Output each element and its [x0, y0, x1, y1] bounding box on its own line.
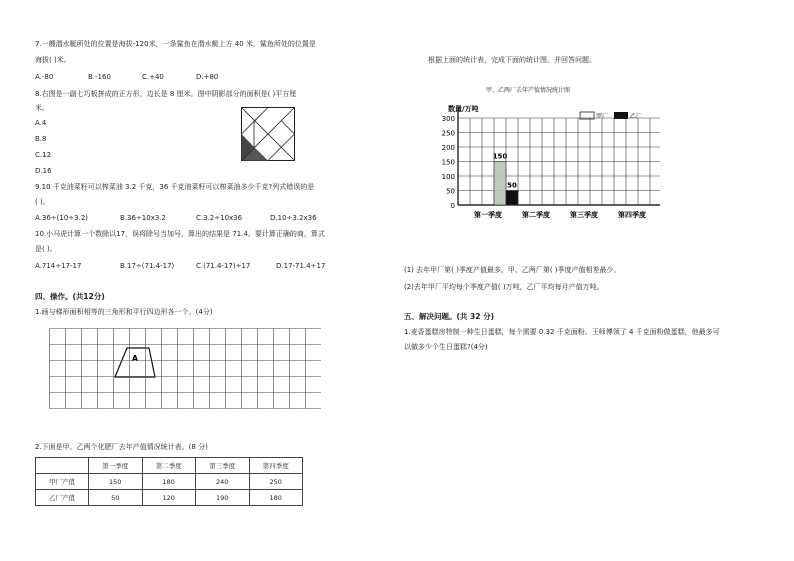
- y-axis-label: 数量/万吨: [448, 105, 479, 113]
- q8-line2: 米。: [35, 104, 49, 112]
- q8-option-c: C.12: [35, 151, 52, 159]
- chart-question-2: (2)去年甲厂平均每个季度产值( )万吨，乙厂平均每月产值万吨。: [404, 283, 604, 291]
- table-cell: 120: [142, 490, 196, 506]
- y-tick-label: 0: [450, 202, 455, 210]
- legend-label-jia: 甲厂: [596, 113, 609, 120]
- q7-option-d: D.+80: [196, 73, 219, 81]
- bar-q1-jia: [494, 162, 506, 206]
- operation-1-text: 1.画与梯形面积相等的三角形和平行四边形各一个。(4分): [35, 308, 213, 316]
- table-header: [36, 458, 89, 474]
- x-tick-label: 第二季度: [522, 211, 550, 219]
- table-header: 第二季度: [142, 458, 196, 474]
- chart-title: 甲、乙两厂去年产值情况统计图: [486, 87, 571, 94]
- q10-option-a: A.714÷17-17: [35, 262, 82, 270]
- operation-2-text: 2.下面是甲、乙两个化肥厂去年产值情况统计表。(8 分): [35, 443, 208, 451]
- x-tick-label: 第一季度: [474, 211, 502, 219]
- q9-option-d: D.10÷3.2x36: [270, 214, 317, 222]
- q9-option-c: C.3.2÷10x36: [196, 214, 243, 222]
- q8-option-d: D.16: [35, 167, 52, 175]
- q7-option-a: A.-80: [35, 73, 54, 81]
- x-tick-label: 第三季度: [570, 211, 598, 219]
- q7-option-b: B.-160: [88, 73, 111, 81]
- q7-option-c: C.+40: [142, 73, 164, 81]
- q10-line2: 是( )。: [35, 245, 57, 253]
- y-tick-label: 250: [441, 129, 455, 138]
- table-cell: 250: [249, 474, 303, 490]
- table-cell: 180: [249, 490, 303, 506]
- chart-question-1: (1) 去年甲厂第( )季度产值最多，甲、乙两厂第( )季度产值相差最少。: [404, 266, 621, 274]
- problem-1-line1: 1.麦香蛋糕房特制一种生日蛋糕，每个需要 0.32 千克面粉。王师傅领了 4 千克面粉做蛋糕，他最多可: [404, 328, 720, 336]
- table-header: 第一季度: [89, 458, 143, 474]
- table-cell: 190: [196, 490, 250, 506]
- tangram-figure: [241, 107, 295, 161]
- q9-option-b: B.36÷10x3.2: [120, 214, 166, 222]
- q8-option-b: B.8: [35, 135, 47, 143]
- q10-option-b: B.17÷(71.4-17): [120, 262, 175, 270]
- q9-option-a: A.36÷(10÷3.2): [35, 214, 89, 222]
- q10-line1: 10.小马虎计算一个数除以17，误将除号当加号，算出的结果是 71.4。要计算正确的商，算式: [35, 230, 325, 238]
- y-tick-label: 200: [441, 144, 455, 152]
- table-cell: 乙厂产值: [36, 490, 89, 506]
- table-cell: 150: [89, 474, 143, 490]
- bar-data-label: 150: [492, 152, 508, 161]
- table-cell: 50: [89, 490, 143, 506]
- chart-intro: 根据上面的统计表，完成下面的统计图，并回答问题。: [428, 56, 596, 64]
- section-5-heading: 五、解决问题。(共 32 分): [404, 312, 495, 321]
- bar-chart: [430, 102, 660, 242]
- x-tick-label: 第四季度: [618, 211, 646, 219]
- y-tick-label: 150: [441, 158, 455, 167]
- y-tick-label: 50: [446, 187, 455, 196]
- problem-1-line2: 以做多少个生日蛋糕?(4分): [404, 343, 488, 351]
- q7-line2: 海拔( )米。: [35, 56, 71, 64]
- table-row: [36, 474, 303, 490]
- table-header: 第四季度: [249, 458, 303, 474]
- q9-line1: 9.10 千克油菜籽可以榨菜油 3.2 千克，36 千克油菜籽可以榨菜油多少千克?列式错误的是: [35, 183, 315, 191]
- section-4-heading: 四、操作。(共12分): [35, 292, 105, 301]
- legend-label-yi: 乙厂: [630, 113, 643, 120]
- table-row: [36, 490, 303, 506]
- bar-q1-yi: [506, 191, 518, 206]
- q9-line2: ( )。: [35, 198, 50, 206]
- q8-option-a: A.4: [35, 119, 47, 127]
- table-cell: 180: [142, 474, 196, 490]
- trapezoid-label: A: [131, 354, 139, 363]
- q10-option-d: D.17-71.4÷17: [276, 262, 326, 270]
- q7-line1: 7.一艘潜水艇所处的位置是海拔-120米，一条鲨鱼在潜水艇上方 40 米，鲨鱼所处的位置是: [35, 40, 316, 48]
- production-table: [35, 457, 303, 506]
- drawing-grid: [49, 327, 321, 409]
- y-tick-label: 100: [441, 173, 455, 181]
- q8-line1: 8.右图是一副七巧板拼成的正方形，边长是 8 厘米。图中阴影部分的面积是( )平方厘: [35, 90, 297, 98]
- y-tick-label: 300: [441, 115, 455, 123]
- table-header: 第三季度: [196, 458, 250, 474]
- table-cell: 240: [196, 474, 250, 490]
- q10-option-c: C.(71.4-17)÷17: [196, 262, 251, 270]
- table-cell: 甲厂产值: [36, 474, 89, 490]
- bar-data-label: 50: [507, 181, 517, 190]
